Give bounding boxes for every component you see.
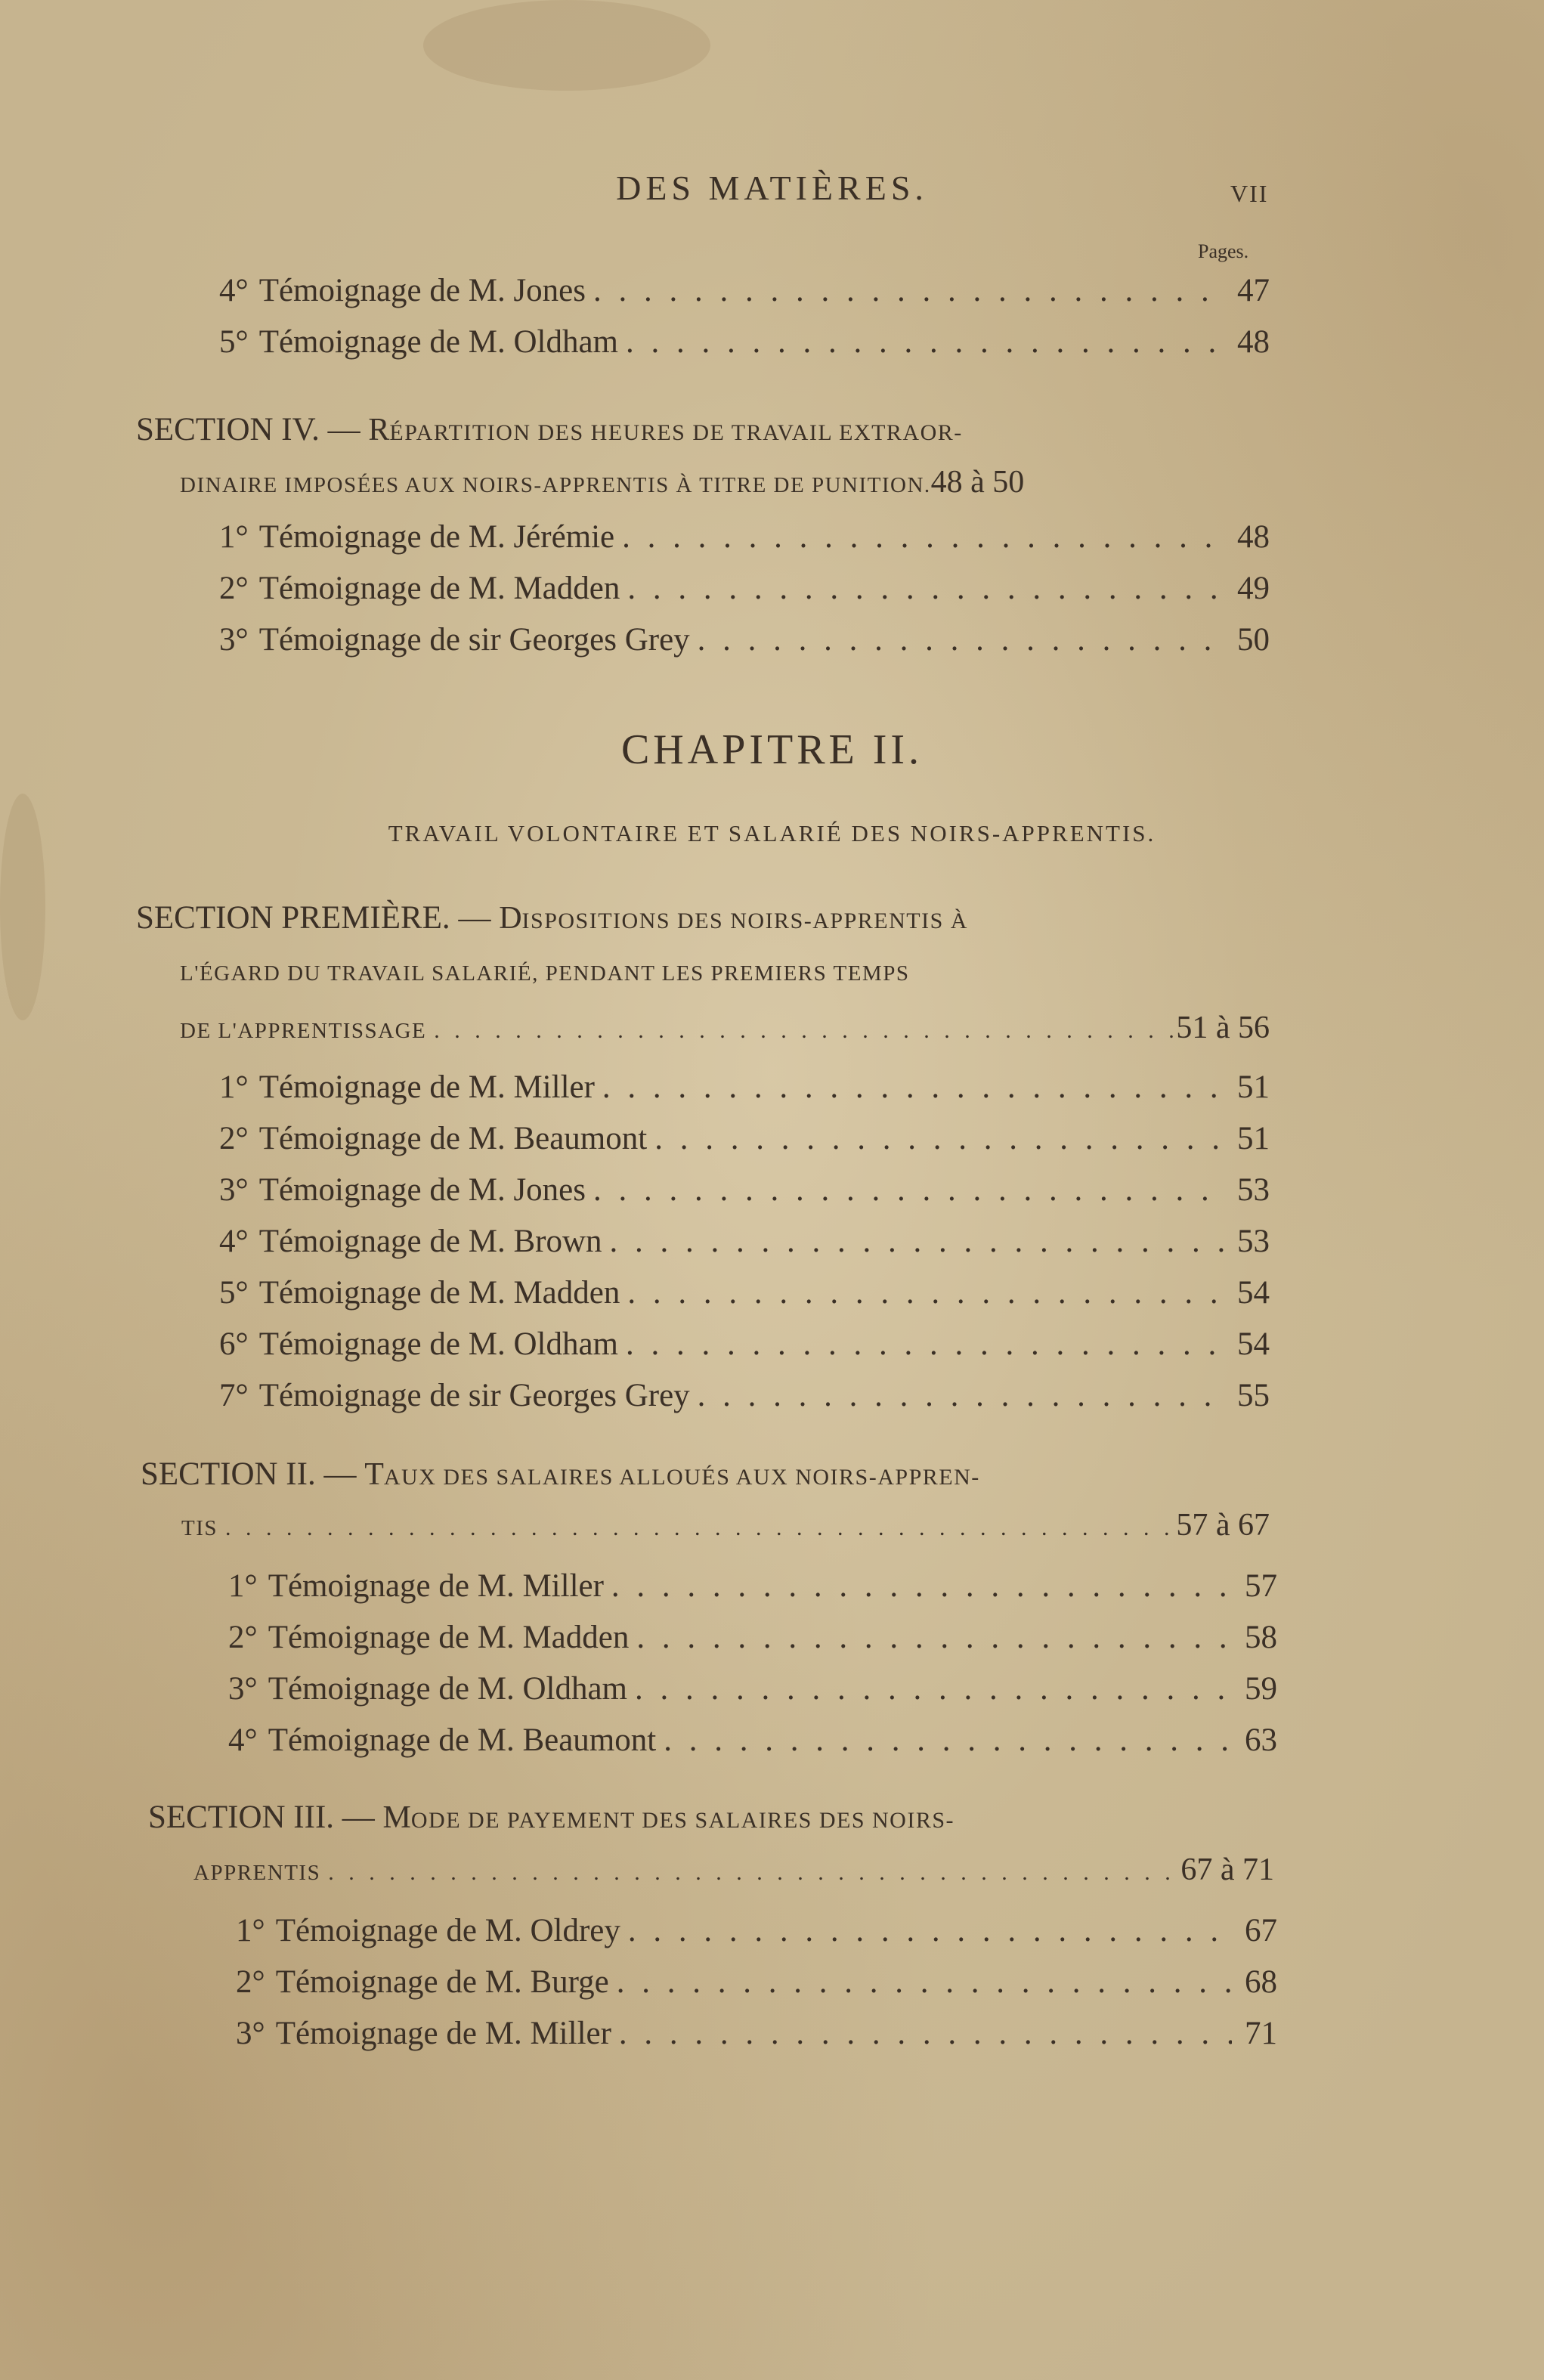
section-title-continued: DINAIRE IMPOSÉES AUX NOIRS-APPRENTIS À TITRE DE PUNITION. (180, 473, 931, 497)
section-title: ISPOSITIONS DES NOIRS-APPRENTIS À (521, 908, 968, 933)
entry-number: 4° (219, 1224, 249, 1259)
section-initial: M (382, 1800, 411, 1835)
section-title-line (180, 961, 1270, 986)
dot-leader (426, 1018, 1176, 1044)
entry-title: Témoignage de M. Beaumont (258, 1121, 648, 1156)
dot-leader (690, 621, 1224, 658)
entry-page: 53 (1237, 1172, 1270, 1208)
entry-number: 3° (236, 2016, 265, 2051)
section-title-continued: L'ÉGARD DU TRAVAIL SALARIÉ, PENDANT LES PREMIERS TEMPS (180, 961, 910, 986)
section-initial: R (368, 413, 390, 447)
entry-title: Témoignage de M. Madden (258, 1275, 620, 1311)
section-heading (141, 1456, 980, 1493)
dot-leader (614, 518, 1224, 556)
entry-number: 2° (236, 1964, 265, 2000)
toc-entry (228, 1670, 1277, 1707)
toc-entry (219, 518, 1270, 556)
toc-entry (228, 1568, 1277, 1605)
dot-leader (320, 1860, 1180, 1886)
toc-entry (219, 323, 1270, 361)
entry-page: 63 (1245, 1722, 1277, 1758)
section-initial: D (499, 901, 522, 936)
section-page-range: 48 à 50 (930, 465, 1025, 500)
entry-page: 68 (1245, 1964, 1277, 2000)
toc-entry (219, 1223, 1270, 1260)
page-number: VII (1230, 180, 1269, 207)
toc-entry (219, 1069, 1270, 1106)
entry-page: 51 (1237, 1121, 1270, 1156)
entry-number: 3° (219, 1172, 249, 1208)
entry-title: Témoignage de M. Jones (258, 273, 586, 308)
section-label: SECTION III. (148, 1800, 335, 1835)
section-title-continued: APPRENTIS (193, 1861, 321, 1885)
section-initial: T (364, 1457, 384, 1492)
section-title-line (181, 1507, 1270, 1543)
entry-page: 71 (1245, 2016, 1277, 2051)
section-dash: — (458, 900, 491, 936)
entry-page: 67 (1245, 1913, 1277, 1948)
entry-number: 5° (219, 324, 249, 360)
dot-leader (690, 1377, 1224, 1414)
entry-page: 54 (1237, 1275, 1270, 1311)
section-page-range: 67 à 71 (1180, 1852, 1274, 1887)
section-title-continued: TIS (181, 1516, 218, 1540)
entry-number: 1° (219, 519, 249, 555)
entry-title: Témoignage de M. Beaumont (268, 1722, 657, 1758)
chapter-title: CHAPITRE II. (620, 726, 924, 773)
entry-number: 5° (219, 1275, 249, 1311)
entry-page: 55 (1237, 1378, 1270, 1413)
section-title-line (180, 464, 1270, 500)
toc-entry (236, 1912, 1277, 1949)
toc-entry (219, 570, 1270, 607)
section-title-line (180, 1010, 1270, 1046)
chapter-subtitle: TRAVAIL VOLONTAIRE ET SALARIÉ DES NOIRS-APPRENTIS. (388, 820, 1156, 846)
entry-number: 7° (219, 1378, 249, 1413)
dot-leader (586, 272, 1224, 309)
entry-number: 3° (228, 1671, 258, 1707)
entry-page: 58 (1245, 1620, 1277, 1655)
entry-page: 51 (1237, 1069, 1270, 1105)
dot-leader (609, 1964, 1232, 2001)
entry-page: 49 (1237, 571, 1270, 606)
toc-entry (219, 1120, 1270, 1157)
entry-number: 2° (228, 1620, 258, 1655)
entry-title: Témoignage de sir Georges Grey (258, 622, 690, 658)
dot-leader (618, 1326, 1224, 1363)
entry-title: Témoignage de M. Oldham (258, 1326, 618, 1362)
entry-title: Témoignage de M. Oldham (268, 1671, 627, 1707)
toc-entry (219, 272, 1270, 309)
toc-entry (219, 621, 1270, 658)
entry-title: Témoignage de M. Oldrey (275, 1913, 620, 1948)
dot-leader (620, 1912, 1232, 1949)
entry-number: 2° (219, 1121, 249, 1156)
entry-title: Témoignage de M. Brown (258, 1224, 602, 1259)
entry-number: 4° (219, 273, 249, 308)
entry-number: 6° (219, 1326, 249, 1362)
section-title-continued: DE L'APPRENTISSAGE (180, 1019, 427, 1043)
entry-title: Témoignage de sir Georges Grey (258, 1378, 690, 1413)
dot-leader (218, 1515, 1176, 1541)
section-label: SECTION PREMIÈRE. (136, 900, 450, 936)
dot-leader (618, 323, 1224, 361)
entry-page: 54 (1237, 1326, 1270, 1362)
toc-entry (219, 1274, 1270, 1311)
entry-page: 47 (1237, 273, 1270, 308)
entry-page: 59 (1245, 1671, 1277, 1707)
entry-number: 1° (219, 1069, 249, 1105)
dot-leader (656, 1722, 1232, 1759)
entry-page: 57 (1245, 1568, 1277, 1604)
entry-number: 2° (219, 571, 249, 606)
entry-title: Témoignage de M. Madden (258, 571, 620, 606)
section-dash: — (342, 1800, 375, 1835)
dot-leader (595, 1069, 1224, 1106)
section-title: ODE DE PAYEMENT DES SALAIRES DES NOIRS- (410, 1808, 955, 1833)
section-title: ÉPARTITION DES HEURES DE TRAVAIL EXTRAOR- (389, 420, 963, 445)
section-title-line (193, 1852, 1274, 1888)
entry-title: Témoignage de M. Jones (258, 1172, 586, 1208)
entry-title: Témoignage de M. Miller (268, 1568, 604, 1604)
entry-title: Témoignage de M. Miller (275, 2016, 611, 2051)
dot-leader (586, 1171, 1224, 1209)
entry-title: Témoignage de M. Burge (275, 1964, 609, 2000)
entry-number: 3° (219, 622, 249, 658)
dot-leader (602, 1223, 1225, 1260)
toc-entry (219, 1171, 1270, 1209)
section-page-range: 57 à 67 (1176, 1508, 1270, 1543)
paper-stain (423, 0, 710, 91)
entry-number: 1° (236, 1913, 265, 1948)
entry-number: 4° (228, 1722, 258, 1758)
entry-page: 48 (1237, 519, 1270, 555)
pages-column-label: Pages. (1198, 240, 1249, 262)
entry-page: 53 (1237, 1224, 1270, 1259)
section-dash: — (323, 1456, 357, 1492)
toc-entry (219, 1326, 1270, 1363)
entry-title: Témoignage de M. Oldham (258, 324, 618, 360)
toc-entry (236, 2015, 1277, 2052)
dot-leader (629, 1619, 1232, 1656)
entry-page: 48 (1237, 324, 1270, 360)
entry-page: 50 (1237, 622, 1270, 658)
entry-number: 1° (228, 1568, 258, 1604)
dot-leader (611, 2015, 1232, 2052)
entry-title: Témoignage de M. Jérémie (258, 519, 615, 555)
toc-entry (228, 1722, 1277, 1759)
section-heading (148, 1799, 955, 1836)
section-page-range: 51 à 56 (1176, 1010, 1270, 1045)
dot-leader (620, 570, 1224, 607)
entry-title: Témoignage de M. Miller (258, 1069, 595, 1105)
section-heading (136, 411, 963, 448)
section-dash: — (327, 412, 360, 447)
section-heading (136, 899, 968, 936)
section-label: SECTION II. (141, 1456, 316, 1492)
dot-leader (620, 1274, 1224, 1311)
dot-leader (647, 1120, 1224, 1157)
running-title: DES MATIÈRES. (616, 169, 928, 207)
section-title: AUX DES SALAIRES ALLOUÉS AUX NOIRS-APPREN- (383, 1465, 980, 1490)
toc-entry (228, 1619, 1277, 1656)
section-label: SECTION IV. (136, 412, 320, 447)
dot-leader (604, 1568, 1232, 1605)
toc-entry (236, 1964, 1277, 2001)
dot-leader (627, 1670, 1232, 1707)
toc-entry (219, 1377, 1270, 1414)
entry-title: Témoignage de M. Madden (268, 1620, 630, 1655)
